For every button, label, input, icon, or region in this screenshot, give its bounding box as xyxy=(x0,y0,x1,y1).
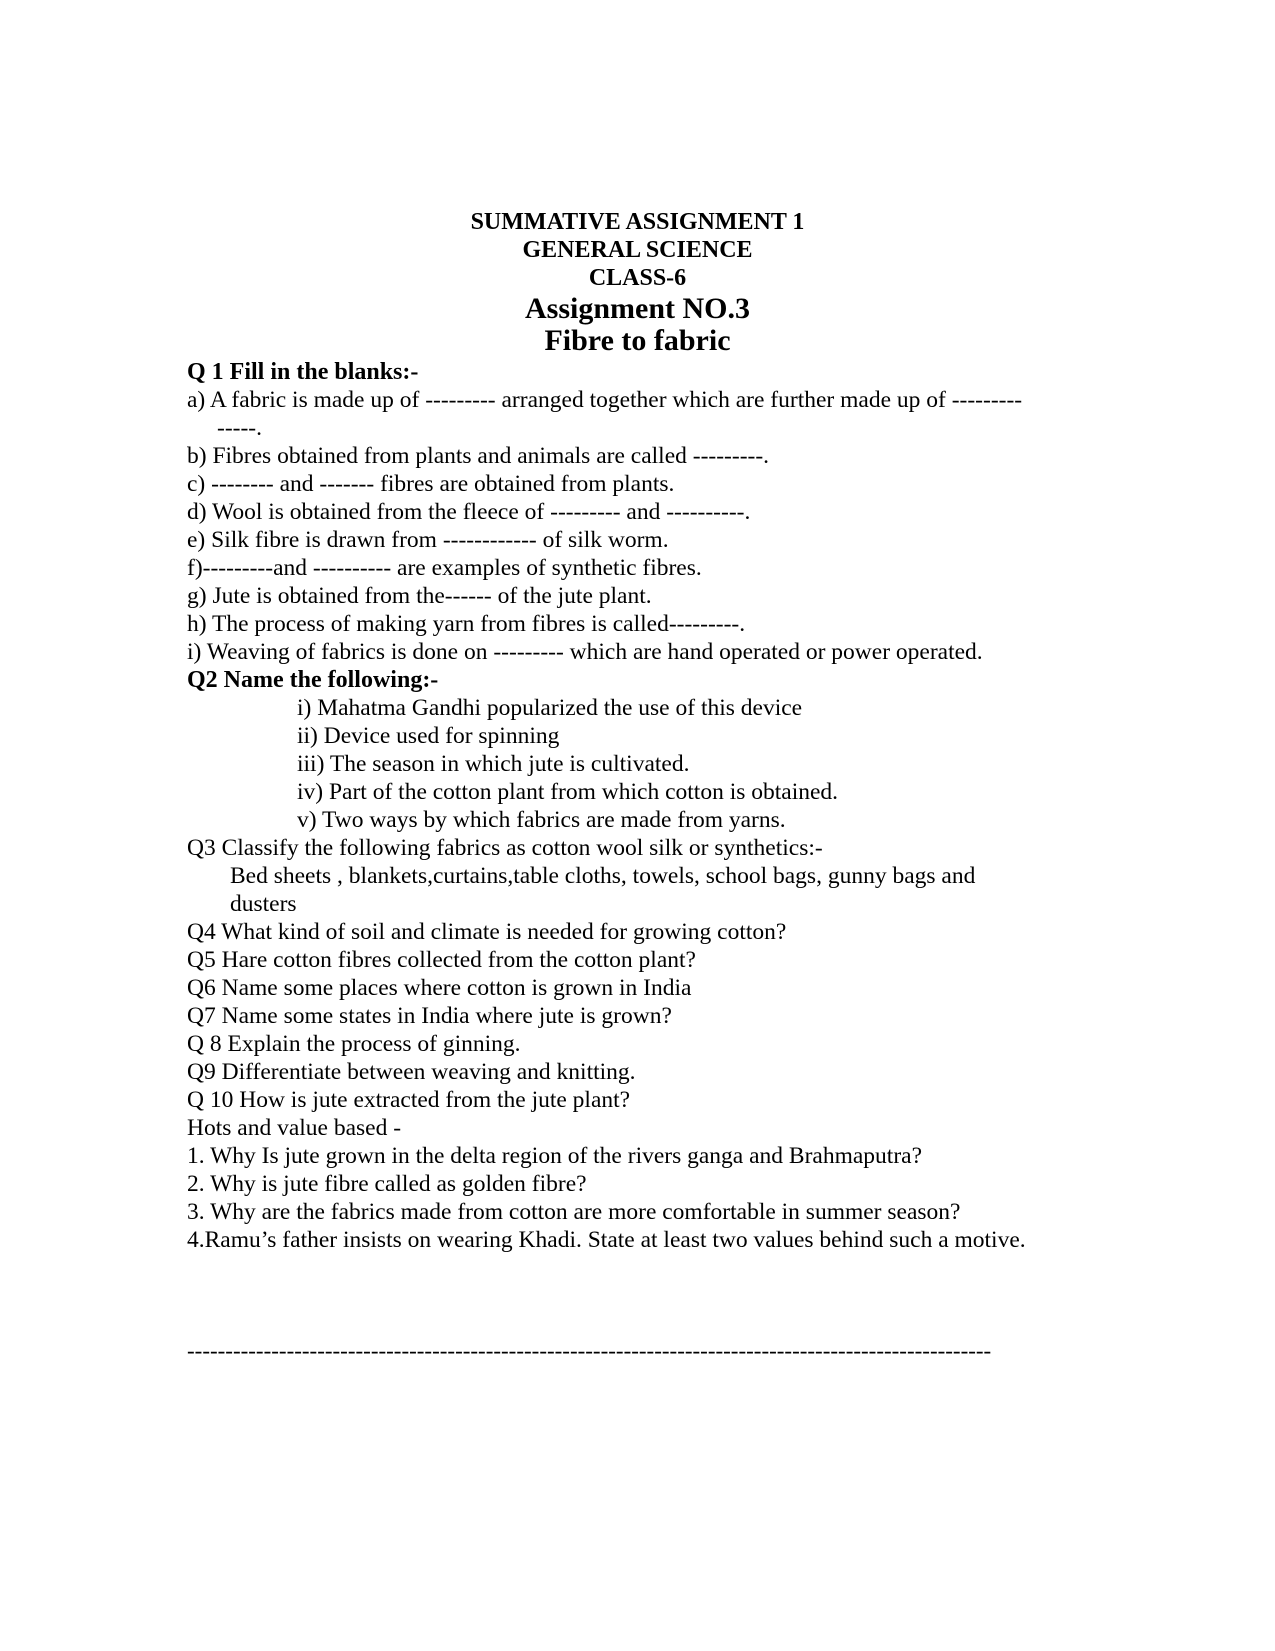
q1-item: g) Jute is obtained from the------ of the jute plant. xyxy=(187,583,652,609)
hots-question: 1. Why Is jute grown in the delta region of the rivers ganga and Brahmaputra? xyxy=(187,1143,923,1169)
q1-item: d) Wool is obtained from the fleece of --------- and ----------. xyxy=(187,499,751,525)
q1-item-continuation: -----. xyxy=(217,415,263,441)
hots-question: 2. Why is jute fibre called as golden fibre? xyxy=(187,1171,587,1197)
question-line: Q 8 Explain the process of ginning. xyxy=(187,1031,521,1057)
question-line: Q7 Name some states in India where jute is grown? xyxy=(187,1003,672,1029)
header-topic: Fibre to fabric xyxy=(544,324,731,357)
hots-question: 3. Why are the fabrics made from cotton are more comfortable in summer season? xyxy=(187,1199,961,1225)
q3-question: Q3 Classify the following fabrics as cotton wool silk or synthetics:- xyxy=(187,835,823,861)
q2-item: i) Mahatma Gandhi popularized the use of this device xyxy=(297,695,803,721)
question-line: Q 10 How is jute extracted from the jute plant? xyxy=(187,1087,631,1113)
header-line-subject: GENERAL SCIENCE xyxy=(522,237,753,263)
q1-item: a) A fabric is made up of --------- arranged together which are further made up of --------- xyxy=(187,387,1023,413)
question-line: Q9 Differentiate between weaving and knitting. xyxy=(187,1059,636,1085)
q1-item: f)---------and ---------- are examples of synthetic fibres. xyxy=(187,555,702,581)
footer-dashed-rule: --------------------------------------------------------------------------------------------------------- xyxy=(187,1338,992,1363)
header-line-assignment: SUMMATIVE ASSIGNMENT 1 xyxy=(470,209,805,235)
hots-question: 4.Ramu’s father insists on wearing Khadi. State at least two values behind such a motive. xyxy=(187,1227,1026,1253)
header-assignment-number: Assignment NO.3 xyxy=(524,292,750,325)
q3-fabric-list-continuation: dusters xyxy=(230,891,297,917)
q1-heading: Q 1 Fill in the blanks:- xyxy=(187,359,419,385)
question-line: Q5 Hare cotton fibres collected from the cotton plant? xyxy=(187,947,696,973)
q1-item: c) -------- and ------- fibres are obtained from plants. xyxy=(187,471,675,497)
q1-item: e) Silk fibre is drawn from ------------ of silk worm. xyxy=(187,527,669,553)
header-line-class: CLASS-6 xyxy=(588,265,687,291)
q3-fabric-list: Bed sheets , blankets,curtains,table cloths, towels, school bags, gunny bags and xyxy=(230,863,976,889)
q2-item: v) Two ways by which fabrics are made from yarns. xyxy=(297,807,786,833)
q1-item: i) Weaving of fabrics is done on --------- which are hand operated or power operated. xyxy=(187,639,983,665)
q2-item: iv) Part of the cotton plant from which cotton is obtained. xyxy=(297,779,839,805)
question-line: Q4 What kind of soil and climate is needed for growing cotton? xyxy=(187,919,787,945)
q1-item: h) The process of making yarn from fibres is called---------. xyxy=(187,611,746,637)
question-line: Q6 Name some places where cotton is grown in India xyxy=(187,975,692,1001)
q2-heading: Q2 Name the following:- xyxy=(187,667,439,693)
hots-heading: Hots and value based - xyxy=(187,1115,402,1141)
q1-item: b) Fibres obtained from plants and animals are called ---------. xyxy=(187,443,770,469)
q2-item: ii) Device used for spinning xyxy=(297,723,560,749)
q2-item: iii) The season in which jute is cultivated. xyxy=(297,751,690,777)
